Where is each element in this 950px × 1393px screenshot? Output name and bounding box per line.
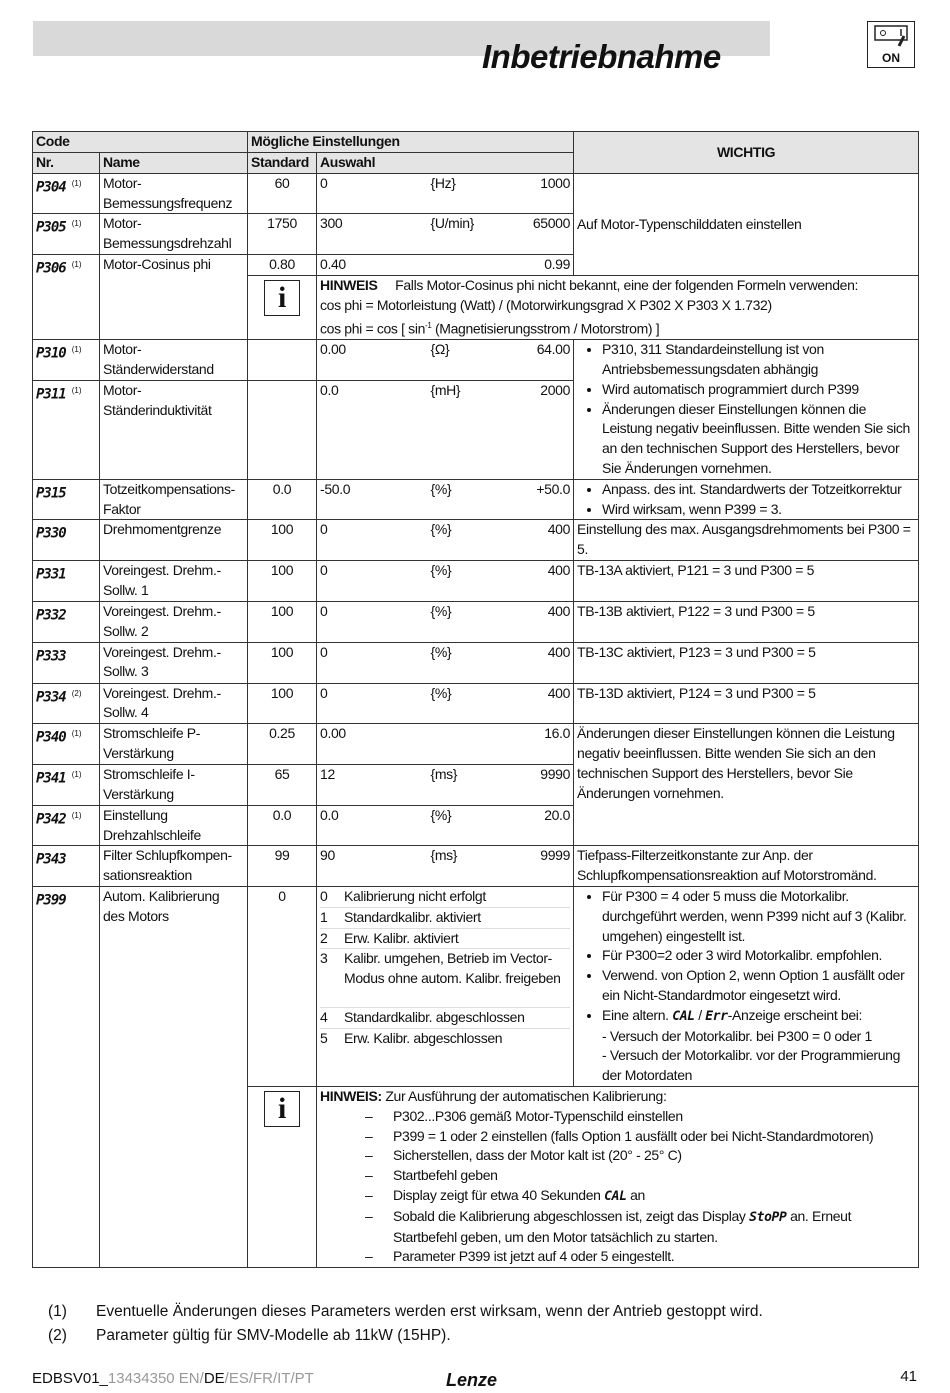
header-selection: Auswahl	[317, 153, 574, 174]
important-note: TB-13B aktiviert, P122 = 3 und P300 = 5	[574, 602, 919, 643]
text: P334	[36, 689, 66, 706]
text: Erw. Kalibr. aktiviert	[344, 929, 459, 946]
lenze-logo: Lenze	[446, 1370, 498, 1390]
important-note	[574, 886, 919, 1086]
text: (Magnetisierungsstrom / Motorstrom) ]	[431, 320, 660, 337]
param-unit: {%}	[428, 520, 511, 561]
text: an. Erneut Startbefehl geben, um den Motor tatsächlich zu starten.	[393, 1207, 852, 1245]
param-standard: 0.0	[248, 479, 317, 520]
text	[393, 1247, 674, 1267]
param-unit: {%}	[428, 561, 511, 602]
text: P343	[36, 852, 66, 869]
text: P331	[36, 567, 66, 584]
param-name: Motor-Ständerinduktivität	[100, 380, 248, 479]
param-min: 0	[317, 173, 428, 214]
option-item	[320, 1029, 570, 1049]
text: cos phi = cos [ sin	[320, 320, 426, 337]
param-code	[33, 724, 100, 765]
text: (2)	[71, 688, 82, 698]
text: P330	[36, 526, 66, 543]
text	[393, 1207, 915, 1248]
bullet-item: • Anpass. des int. Standardwerts der Totzeitkorrektur	[602, 480, 915, 500]
step-item	[320, 1186, 915, 1207]
text: Sicherstellen, dass der Motor kalt ist (20° - 25° C)	[393, 1147, 682, 1164]
text: P399	[36, 892, 66, 909]
option-list	[317, 886, 574, 1086]
param-unit	[428, 724, 511, 765]
step-item	[320, 1107, 915, 1127]
step-item	[320, 1247, 915, 1267]
text: -Anzeige erscheint bei:	[727, 1006, 863, 1023]
text: Display zeigt für etwa 40 Sekunden	[393, 1186, 601, 1203]
page-number: 41	[900, 1368, 917, 1385]
param-min: 0	[317, 642, 428, 683]
important-note: Einstellung des max. Ausgangsdrehmoments bei P300 = 5.	[574, 520, 919, 561]
param-standard: 100	[248, 683, 317, 724]
param-name: Drehmomentgrenze	[100, 520, 248, 561]
param-max: +50.0	[511, 479, 574, 520]
text: - Versuch der Motorkalibr. bei P300 = 0 oder 1	[602, 1027, 872, 1044]
text: Sobald die Kalibrierung abgeschlossen ist, zeigt das Display	[393, 1207, 746, 1224]
param-min: 0	[317, 520, 428, 561]
text: Standardkalibr. aktiviert	[344, 908, 481, 925]
bullet-item: • Wird wirksam, wenn P399 = 3.	[602, 500, 915, 520]
step-item	[320, 1166, 915, 1186]
param-unit: {mH}	[428, 380, 511, 479]
param-unit: {ms}	[428, 846, 511, 887]
param-name: Voreingest. Drehm.-Sollw. 4	[100, 683, 248, 724]
text: –	[365, 1107, 373, 1124]
text: P306	[36, 261, 66, 278]
param-standard: 65	[248, 764, 317, 805]
text: 1	[320, 908, 328, 925]
text: 5	[320, 1030, 328, 1047]
param-unit: {%}	[428, 805, 511, 846]
power-switch-icon	[867, 21, 915, 68]
param-standard: 0.0	[248, 805, 317, 846]
table-row	[33, 479, 919, 520]
param-max: 64.00	[511, 340, 574, 381]
header-important: WICHTIG	[574, 132, 919, 174]
param-code	[33, 561, 100, 602]
param-unit: {%}	[428, 683, 511, 724]
param-name: Filter Schlupfkompen-sationsreaktion	[100, 846, 248, 887]
text: P333	[36, 648, 66, 665]
table-row	[33, 724, 919, 765]
option-item	[320, 908, 570, 929]
param-min: 0.00	[317, 724, 428, 765]
param-code	[33, 886, 100, 1267]
info-cell	[248, 276, 317, 340]
param-name: Motor-Ständerwiderstand	[100, 340, 248, 381]
text: P305	[36, 220, 66, 237]
text: • Für P300 = 4 oder 5 muss die Motorkalibr. durchgeführt werden, wenn P399 nicht auf 3 (Kalibr. umgehen) eingestellt ist.	[602, 887, 915, 946]
text: /	[694, 1006, 706, 1023]
param-min: 0	[317, 602, 428, 643]
param-standard: 1750	[248, 214, 317, 255]
text: (1)	[71, 769, 82, 779]
param-name: Autom. Kalibrierung des Motors	[100, 886, 248, 1267]
text: Startbefehl geben	[393, 1167, 498, 1184]
param-min: -50.0	[317, 479, 428, 520]
param-min: 0	[317, 683, 428, 724]
text: P304	[36, 179, 66, 196]
header-standard: Standard	[248, 153, 317, 174]
text: • Verwend. von Option 2, wenn Option 1 ausfällt oder ein Nicht-Standardmotor eingesetzt wird.	[602, 966, 915, 1006]
param-standard: 99	[248, 846, 317, 887]
text: –	[365, 1167, 373, 1184]
option-item	[320, 949, 570, 1008]
bullet-item: • P310, 311 Standardeinstellung ist von Antriebsbemessungsdaten abhängig	[602, 340, 915, 380]
param-name: Totzeitkompensations-Faktor	[100, 479, 248, 520]
param-max: 400	[511, 683, 574, 724]
table-row	[33, 340, 919, 381]
info-icon: i	[264, 280, 300, 316]
text: P302...P306 gemäß Motor-Typenschild einstellen	[393, 1107, 683, 1124]
param-max: 2000	[511, 380, 574, 479]
text: P399 = 1 oder 2 einstellen (falls Option 1 ausfällt oder bei Nicht-Standardmotoren)	[393, 1127, 874, 1144]
text: Falls Motor-Cosinus phi nicht bekannt, eine der folgenden Formeln verwenden:	[395, 277, 859, 294]
text: Parameter P399 ist jetzt auf 4 oder 5 eingestellt.	[393, 1248, 675, 1265]
param-name: Stromschleife I-Verstärkung	[100, 764, 248, 805]
text: P342	[36, 811, 66, 828]
text: (1)	[71, 260, 82, 270]
important-note: TB-13C aktiviert, P123 = 3 und P300 = 5	[574, 642, 919, 683]
important-note	[574, 479, 919, 520]
text: 4	[320, 1009, 328, 1026]
table-row	[33, 886, 919, 1086]
text: –	[365, 1207, 373, 1224]
important-note: Änderungen dieser Einstellungen können die Leistung negativ beeinflussen. Bitte wenden Sie sich an den technischen Support des Herstellers, bevor Sie Änderungen vornehmen.	[574, 724, 919, 846]
bullet-item: • Änderungen dieser Einstellungen können die Leistung negativ beeinflussen. Bitte wenden Sie sich an den technischen Support des Herstellers, bevor Sie Änderungen vornehmen.	[602, 400, 915, 479]
param-standard: 60	[248, 173, 317, 214]
param-min: 0	[317, 561, 428, 602]
text: –	[365, 1248, 373, 1265]
param-unit	[428, 255, 511, 276]
param-min: 0.0	[317, 380, 428, 479]
text: StoPP	[749, 1209, 787, 1225]
header-name: Name	[100, 153, 248, 174]
text: 3	[320, 950, 328, 967]
text: an	[630, 1186, 645, 1203]
parameter-table	[32, 131, 919, 1268]
text: P311	[36, 386, 66, 403]
table-row	[33, 642, 919, 683]
param-code	[33, 340, 100, 381]
param-unit: {U/min}	[428, 214, 511, 255]
text: –	[365, 1127, 373, 1144]
param-code	[33, 214, 100, 255]
footnote-1: (1) Eventuelle Änderungen dieses Parameters werden erst wirksam, wenn der Antrieb gestoppt wird.	[48, 1303, 763, 1320]
info-icon: i	[264, 1091, 300, 1127]
text: –	[365, 1147, 373, 1164]
param-name: Voreingest. Drehm.-Sollw. 2	[100, 602, 248, 643]
text	[393, 1107, 683, 1127]
param-max: 0.99	[511, 255, 574, 276]
text: (1)	[71, 219, 82, 229]
param-standard: 100	[248, 520, 317, 561]
step-item	[320, 1146, 915, 1166]
text: (1)	[71, 385, 82, 395]
text: -1	[425, 320, 432, 330]
param-max: 400	[511, 561, 574, 602]
text: - Versuch der Motorkalibr. vor der Programmierung der Motordaten	[602, 1047, 901, 1084]
param-code	[33, 173, 100, 214]
text: HINWEIS	[320, 277, 378, 294]
text: CAL	[604, 1188, 627, 1204]
text: P315	[36, 485, 66, 502]
param-standard: 100	[248, 602, 317, 643]
param-code	[33, 380, 100, 479]
text	[393, 1127, 873, 1147]
param-max: 400	[511, 642, 574, 683]
param-max: 16.0	[511, 724, 574, 765]
param-unit: {%}	[428, 479, 511, 520]
param-standard	[248, 340, 317, 381]
param-name: Voreingest. Drehm.-Sollw. 3	[100, 642, 248, 683]
text: HINWEIS:	[320, 1087, 382, 1104]
important-note: Tiefpass-Filterzeitkonstante zur Anp. der Schlupfkompensationsreaktion auf Motorstromänd.	[574, 846, 919, 887]
err-display: Err	[705, 1008, 728, 1024]
param-standard: 0	[248, 886, 317, 1086]
param-standard: 100	[248, 561, 317, 602]
text	[393, 1166, 498, 1186]
param-standard	[248, 380, 317, 479]
important-note: Auf Motor-Typenschilddaten einstellen	[574, 173, 919, 275]
param-min: 0.00	[317, 340, 428, 381]
param-standard: 0.80	[248, 255, 317, 276]
param-code	[33, 846, 100, 887]
page-title: Inbetriebnahme	[482, 38, 721, 75]
text: 2	[320, 929, 328, 946]
bullet-item: • Wird automatisch programmiert durch P399	[602, 380, 915, 400]
param-unit: {Hz}	[428, 173, 511, 214]
param-name: Voreingest. Drehm.-Sollw. 1	[100, 561, 248, 602]
text: Erw. Kalibr. abgeschlossen	[344, 1030, 503, 1047]
param-code	[33, 520, 100, 561]
footnotes	[48, 1300, 763, 1348]
param-min: 0.0	[317, 805, 428, 846]
param-code	[33, 683, 100, 724]
param-max: 9999	[511, 846, 574, 887]
param-unit: {%}	[428, 602, 511, 643]
footer-doc-id: EDBSV01_13434350 EN/DE/ES/FR/IT/PT	[32, 1370, 314, 1387]
text: (1)	[71, 178, 82, 188]
param-name: Motor-Cosinus phi	[100, 255, 248, 340]
param-max: 400	[511, 602, 574, 643]
table-row	[33, 173, 919, 214]
info-cell	[248, 1086, 317, 1267]
text: Kalibrierung nicht erfolgt	[344, 887, 486, 904]
on-label: ON	[882, 51, 900, 65]
param-code	[33, 602, 100, 643]
param-standard: 0.25	[248, 724, 317, 765]
text: (1)	[71, 345, 82, 355]
text: (1)	[71, 810, 82, 820]
footnote-2: (2) Parameter gültig für SMV-Modelle ab 11kW (15HP).	[48, 1327, 451, 1344]
important-note: TB-13D aktiviert, P124 = 3 und P300 = 5	[574, 683, 919, 724]
param-unit: {Ω}	[428, 340, 511, 381]
cal-display: CAL	[672, 1008, 695, 1024]
text: P340	[36, 729, 66, 746]
text: Kalibr. umgehen, Betrieb im Vector-Modus ohne autom. Kalibr. freigeben	[344, 950, 561, 987]
param-code	[33, 255, 100, 340]
text: P332	[36, 607, 66, 624]
table-row	[33, 602, 919, 643]
param-code	[33, 805, 100, 846]
important-note: TB-13A aktiviert, P121 = 3 und P300 = 5	[574, 561, 919, 602]
header-nr: Nr.	[33, 153, 100, 174]
note-calibration	[317, 1086, 919, 1267]
text: • Für P300=2 oder 3 wird Motorkalibr. empfohlen.	[602, 946, 915, 966]
text: (1)	[71, 729, 82, 739]
step-item	[320, 1207, 915, 1248]
param-name: Motor-Bemessungsdrehzahl	[100, 214, 248, 255]
param-name: Einstellung Drehzahlschleife	[100, 805, 248, 846]
table-row	[33, 846, 919, 887]
important-note	[574, 340, 919, 480]
text: Zur Ausführung der automatischen Kalibrierung:	[385, 1087, 667, 1104]
param-code	[33, 764, 100, 805]
param-code	[33, 642, 100, 683]
param-unit: {ms}	[428, 764, 511, 805]
param-standard: 100	[248, 642, 317, 683]
param-min: 12	[317, 764, 428, 805]
option-item	[320, 1008, 570, 1029]
param-min: 300	[317, 214, 428, 255]
text	[602, 1006, 915, 1027]
header-settings: Mögliche Einstellungen	[248, 132, 574, 153]
text: P341	[36, 770, 66, 787]
param-name: Stromschleife P-Verstärkung	[100, 724, 248, 765]
header-code: Code	[33, 132, 248, 153]
table-row	[33, 520, 919, 561]
step-item	[320, 1127, 915, 1147]
param-max: 9990	[511, 764, 574, 805]
param-unit: {%}	[428, 642, 511, 683]
text: cos phi = Motorleistung (Watt) / (Motorwirkungsgrad X P302 X P303 X 1.732)	[320, 296, 772, 313]
param-max: 65000	[511, 214, 574, 255]
text: –	[365, 1186, 373, 1203]
text: 0	[320, 887, 328, 904]
param-name: Motor-Bemessungsfrequenz	[100, 173, 248, 214]
note-cos-phi	[317, 276, 919, 340]
text	[393, 1186, 645, 1207]
param-max: 1000	[511, 173, 574, 214]
param-max: 20.0	[511, 805, 574, 846]
param-code	[33, 479, 100, 520]
text: Eine altern.	[602, 1006, 669, 1023]
option-item	[320, 929, 570, 950]
option-item	[320, 887, 570, 908]
param-min: 90	[317, 846, 428, 887]
table-row	[33, 561, 919, 602]
table-row	[33, 683, 919, 724]
text: Standardkalibr. abgeschlossen	[344, 1009, 525, 1026]
text: P310	[36, 345, 66, 362]
param-max: 400	[511, 520, 574, 561]
text	[393, 1146, 682, 1166]
switch-icon	[871, 22, 911, 48]
param-min: 0.40	[317, 255, 428, 276]
